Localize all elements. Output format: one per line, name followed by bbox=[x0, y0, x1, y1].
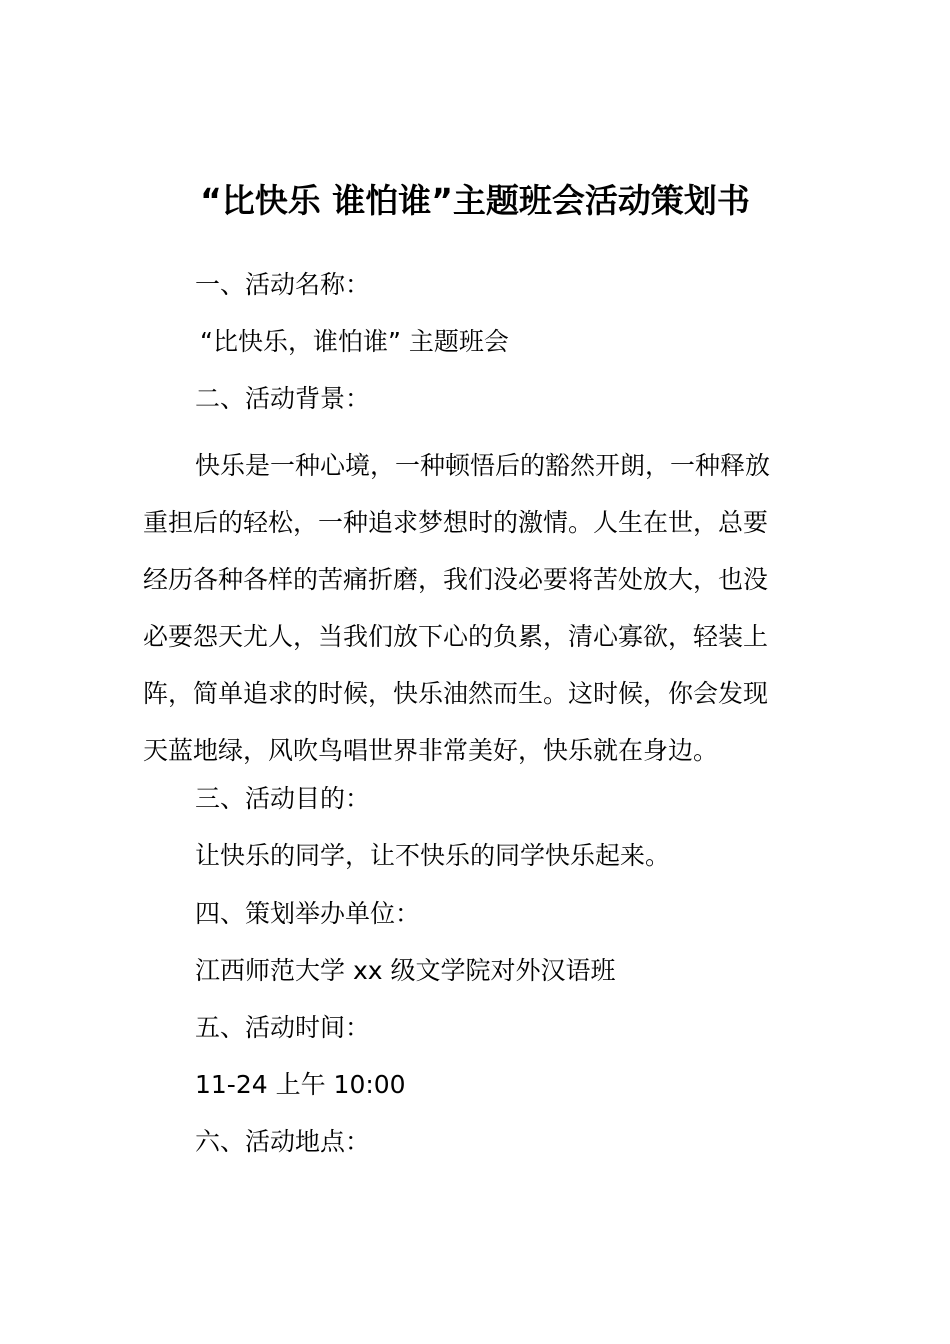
activity-name-text: “比快乐，谁怕谁” 主题班会 bbox=[200, 327, 509, 356]
time-text: 11-24 上午 10:00 bbox=[195, 1070, 406, 1099]
section-heading-time: 五、活动时间： bbox=[195, 1013, 371, 1042]
section-heading-activity-name: 一、活动名称： bbox=[195, 270, 371, 299]
section-heading-organizer: 四、策划举办单位： bbox=[195, 899, 421, 928]
paragraph-line: 重担后的轻松，一种追求梦想时的激情。人生在世，总要 bbox=[143, 508, 769, 537]
section-heading-location: 六、活动地点： bbox=[195, 1127, 371, 1156]
section-heading-background: 二、活动背景： bbox=[195, 384, 371, 413]
organizer-text: 江西师范大学 xx 级文学院对外汉语班 bbox=[195, 956, 616, 985]
document-title: “比快乐 谁怕谁”主题班会活动策划书 bbox=[200, 181, 750, 220]
section-heading-purpose: 三、活动目的： bbox=[195, 784, 371, 813]
background-paragraph bbox=[143, 437, 807, 779]
paragraph-line: 天蓝地绿，风吹鸟唱世界非常美好，快乐就在身边。 bbox=[143, 736, 719, 765]
paragraph-line: 必要怨天尤人，当我们放下心的负累，清心寡欲，轻装上 bbox=[143, 622, 769, 651]
paragraph-line: 快乐是一种心境，一种顿悟后的豁然开朗，一种释放 bbox=[195, 451, 771, 480]
paragraph-line: 阵，简单追求的时候，快乐油然而生。这时候，你会发现 bbox=[143, 679, 769, 708]
purpose-text: 让快乐的同学，让不快乐的同学快乐起来。 bbox=[195, 841, 671, 870]
paragraph-line: 经历各种各样的苦痛折磨，我们没必要将苦处放大，也没 bbox=[143, 565, 769, 594]
